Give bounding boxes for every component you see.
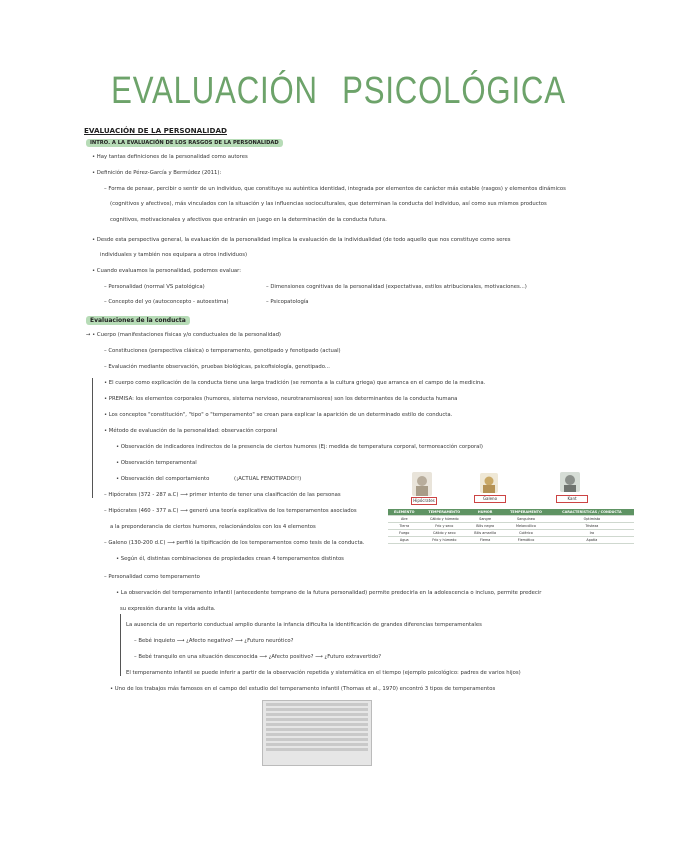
note-line: – Constituciones (perspectiva clásica) o temperamento, genotipado y fenotipado (actual) <box>104 348 341 354</box>
note-line: – Evaluación mediante observación, pruebas biológicas, psicofisiología, genotipado... <box>104 364 330 370</box>
figure-box-galeno: Galeno <box>474 495 506 503</box>
note-line: • La observación del temperamento infantil (antecedente temprano de la futura personalidad) permite predecirla en la adolescencia o incluso, permite predecir <box>116 590 542 596</box>
note-line: – Dimensiones cognitivas de la personalidad (expectativas, estilos atribucionales, motivaciones...) <box>266 284 527 290</box>
note-line: – Galeno (130-200 d.C) ⟶ perfiló la tipificación de los temperamentos como tesis de la conducta. <box>104 540 365 546</box>
table-row <box>388 537 634 544</box>
section-heading-conducta: Evaluaciones de la conducta <box>86 316 190 325</box>
table-cell: Tierra <box>388 523 421 530</box>
table-header: ELEMENTO <box>388 509 421 516</box>
temperament-table <box>388 509 634 544</box>
table-cell: Cálido y seco <box>421 530 468 537</box>
figure-box-kant: Kant <box>556 495 588 503</box>
table-cell: Frío y húmedo <box>421 537 468 544</box>
note-line: individuales y también nos equipara a otros individuos) <box>100 252 248 258</box>
subheading-intro: INTRO. A LA EVALUACIÓN DE LOS RASGOS DE LA PERSONALIDAD <box>86 139 283 147</box>
table-header: TEMPERAMENTO <box>421 509 468 516</box>
note-line: • Método de evaluación de la personalidad: observación corporal <box>104 428 278 434</box>
table-row <box>388 530 634 537</box>
table-cell: Optimista <box>550 516 634 523</box>
note-line: – Hipócrates (372 - 287 a.C) ⟶ primer intento de tener una clasificación de las personas <box>104 492 341 498</box>
note-line: – Personalidad (normal VS patológica) <box>104 284 205 290</box>
note-line: • Definición de Pérez-García y Bermúdez (2011): <box>92 170 222 176</box>
note-line: El temperamento infantil se puede inferir a partir de la observación repetida y sistemática en el tiempo (ejemplo psicológico: padres de varios hijos) <box>126 670 521 676</box>
note-line: – Bebé tranquilo en una situación desconocida ⟶ ¿Afecto positivo? ⟶ ¿Futuro extravertido? <box>134 654 382 660</box>
note-line: • PREMISA: los elementos corporales (humores, sistema nervioso, neurotransmisores) son los determinantes de la conducta humana <box>104 396 458 402</box>
table-cell: Sangre <box>468 516 502 523</box>
table-cell: Frío y seco <box>421 523 468 530</box>
note-line: cognitivos, motivacionales y afectivos que entrarán en juego en la determinación de la conducta futura. <box>110 217 387 223</box>
table-cell: Agua <box>388 537 421 544</box>
note-line: • El cuerpo como explicación de la conducta tiene una larga tradición (se remonta a la cultura griega) que arranca en el campo de la medicina. <box>104 380 486 386</box>
kant-portrait <box>560 472 580 492</box>
table-cell: Cálido y húmedo <box>421 516 468 523</box>
note-line: → • Cuerpo (manifestaciones físicas y/o conductuales de la personalidad) <box>86 332 281 338</box>
note-line: (cognitivos y afectivos), más vinculados con la situación y las influencias socioculturales, que determinan la conducta del individuo, así como sus mismos productos <box>110 201 547 207</box>
note-line: • Observación de indicadores indirectos de la presencia de ciertos humores (Ej: medida de temperatura corporal, termoreacción corporal) <box>116 444 483 450</box>
table-header: CARACTERÍSTICAS / CONDUCTA <box>550 509 634 516</box>
galeno-portrait <box>480 473 498 493</box>
figure-box-hipocrates: Hipócrates <box>411 497 437 505</box>
table-cell: Sanguíneo <box>502 516 549 523</box>
note-line: La ausencia de un repertorio conductual amplio durante la infancia dificulta la identificación de grandes diferencias temperamentales <box>126 622 482 628</box>
table-row <box>388 523 634 530</box>
note-annotation: (¡ACTUAL FENOTIPADO!!) <box>234 476 302 482</box>
note-line: su expresión durante la vida adulta. <box>120 606 216 612</box>
note-line: – Personalidad como temperamento <box>104 574 200 580</box>
scanned-table-image <box>262 700 372 766</box>
bracket-line <box>92 378 93 498</box>
table-cell: Bilis negra <box>468 523 502 530</box>
table-cell: Tristeza <box>550 523 634 530</box>
note-line: – Hipócrates (460 - 377 a.C) ⟶ generó una teoría explicativa de los temperamentos asociados <box>104 508 357 514</box>
note-line: • Observación temperamental <box>116 460 197 466</box>
note-line: • Hay tantas definiciones de la personalidad como autores <box>92 154 248 160</box>
table-cell: Flema <box>468 537 502 544</box>
table-cell: Colérico <box>502 530 549 537</box>
hipocrates-portrait <box>412 472 432 496</box>
table-row <box>388 516 634 523</box>
note-line: – Forma de pensar, percibir o sentir de un individuo, que constituye su auténtica identidad, integrada por elementos de carácter más estable (rasgos) y elementos dinámicos <box>104 186 566 192</box>
note-line: – Concepto del yo (autoconcepto - autoestima) <box>104 299 229 305</box>
section-heading-personalidad: EVALUACIÓN DE LA PERSONALIDAD <box>84 126 227 135</box>
note-line: a la preponderancia de ciertos humores, relacionándolos con los 4 elementos <box>110 524 316 530</box>
note-line: • Los conceptos "constitución", "tipo" o "temperamento" se crean para explicar la aparición de un determinado estilo de conducta. <box>104 412 453 418</box>
note-line: – Bebé inquieto ⟶ ¿Afecto negativo? ⟶ ¿Futuro neurótico? <box>134 638 294 644</box>
table-cell: Flemático <box>502 537 549 544</box>
bracket-line <box>120 614 121 676</box>
table-cell: Apatía <box>550 537 634 544</box>
table-header: HUMOR <box>468 509 502 516</box>
note-line: • Según él, distintas combinaciones de propiedades crean 4 temperamentos distintos <box>116 556 344 562</box>
note-line: • Desde esta perspectiva general, la evaluación de la personalidad implica la evaluación de la individualidad (de todo aquello que nos constituye como seres <box>92 237 511 243</box>
table-cell: Fuego <box>388 530 421 537</box>
note-line: • Cuando evaluamos la personalidad, podemos evaluar: <box>92 268 242 274</box>
note-line: • Uno de los trabajos más famosos en el campo del estudio del temperamento infantil (Thomas et al., 1970) encontró 3 tipos de temperamentos <box>110 686 496 692</box>
note-line: – Psicopatología <box>266 299 309 305</box>
page-title: EVALUACIÓN PSICOLÓGICA <box>111 70 566 112</box>
table-cell: Aire <box>388 516 421 523</box>
table-cell: Melancólico <box>502 523 549 530</box>
table-cell: Ira <box>550 530 634 537</box>
table-header: TEMPERAMENTO <box>502 509 549 516</box>
table-cell: Bilis amarilla <box>468 530 502 537</box>
note-line: • Observación del comportamiento <box>116 476 210 482</box>
